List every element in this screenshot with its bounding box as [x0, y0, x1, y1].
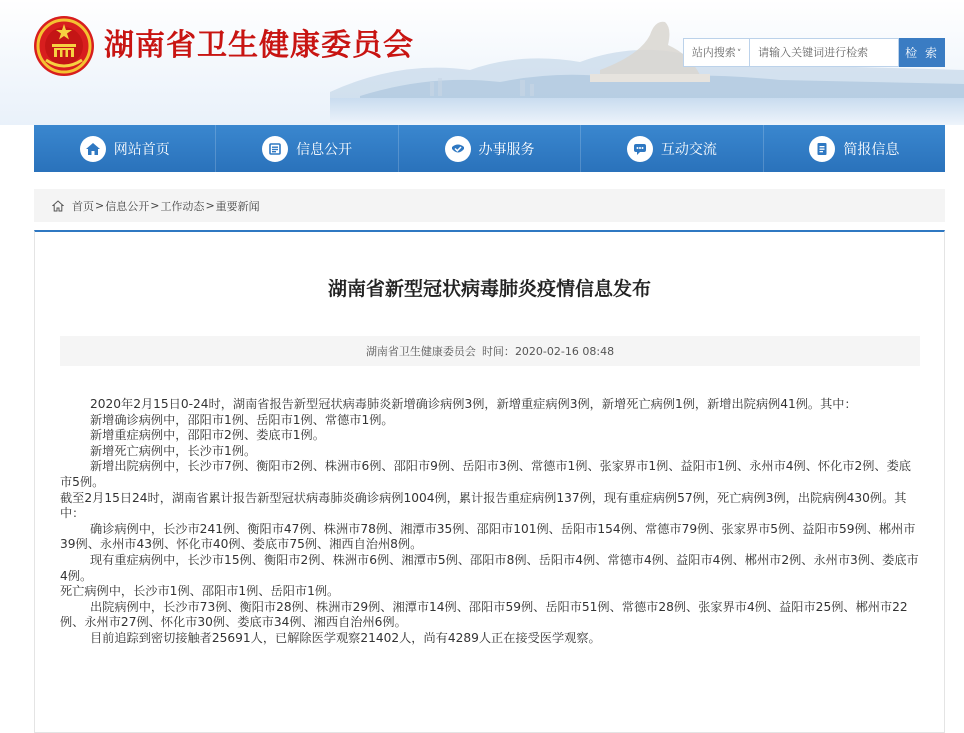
- article-time: 2020-02-16 08:48: [514, 344, 615, 358]
- breadcrumb-separator: >: [95, 199, 105, 212]
- article-paragraph: 出院病例中，长沙市73例、衡阳市28例、株洲市29例、湘潭市14例、邵阳市59例、岳阳市51例、常德市28例、张家界市4例、益阳市25例、郴州市22例、永州市27例、怀化市30例、娄底市34例、湘西自治州6例。: [60, 599, 908, 630]
- breadcrumb-item-work-news[interactable]: 工作动态: [160, 199, 205, 213]
- article-body: [60, 397, 920, 647]
- article-paragraph: 确诊病例中，长沙市241例、衡阳市47例、株洲市78例、湘潭市35例、邵阳市101例、岳阳市154例、常德市79例、张家界市5例、益阳市59例、郴州市39例、永州市43例、怀化市40例、娄底市75例、湘西自治州8例。: [60, 521, 916, 552]
- nav-item-services[interactable]: [399, 125, 581, 172]
- document-icon: [809, 136, 835, 162]
- service-icon: [445, 136, 471, 162]
- list-icon: [262, 136, 288, 162]
- home-icon: [80, 136, 106, 162]
- nav-item-label: 网站首页: [113, 141, 170, 158]
- article-source: 湖南省卫生健康委员会: [365, 345, 476, 358]
- chevron-down-icon: ˅: [736, 49, 742, 59]
- nav-item-info-disclosure[interactable]: [216, 125, 398, 172]
- search-button[interactable]: 检 索: [899, 38, 945, 67]
- article-title: 湖南省新型冠状病毒肺炎疫情信息发布: [327, 278, 651, 300]
- breadcrumb-separator: >: [150, 199, 160, 212]
- article-paragraph: 新增死亡病例中，长沙市1例。: [90, 443, 257, 458]
- breadcrumb-item-home[interactable]: 首页: [72, 199, 94, 213]
- national-emblem-logo: [32, 14, 96, 78]
- article-paragraph: 新增出院病例中，长沙市7例、衡阳市2例、株洲市6例、邵阳市9例、岳阳市3例、常德市1例、张家界市1例、益阳市1例、永州市4例、怀化市2例、娄底市5例。: [60, 459, 911, 489]
- site-title: 湖南省卫生健康委员会: [104, 28, 414, 63]
- breadcrumb-home-icon: [52, 200, 64, 212]
- nav-item-home[interactable]: [34, 125, 216, 172]
- article-time-label: 时间：: [481, 345, 515, 358]
- nav-item-briefing[interactable]: [764, 125, 945, 172]
- article-paragraph: 目前追踪到密切接触者25691人，已解除医学观察21402人，尚有4289人正在接受医学观察。: [90, 630, 601, 645]
- article-paragraph: 死亡病例中，长沙市1例、邵阳市1例、岳阳市1例。: [60, 584, 340, 599]
- main-nav: [34, 125, 945, 172]
- chat-icon: [627, 136, 653, 162]
- nav-item-label: 互动交流: [660, 141, 717, 158]
- site-header: [0, 0, 964, 125]
- article-container: [34, 230, 945, 733]
- breadcrumb-item-important-news[interactable]: 重要新闻: [215, 199, 260, 213]
- search-input[interactable]: [750, 38, 899, 67]
- breadcrumb: [34, 189, 945, 222]
- article-paragraph: 新增确诊病例中，邵阳市1例、岳阳市1例、常德市1例。: [90, 412, 394, 427]
- nav-item-label: 信息公开: [296, 141, 353, 158]
- search-scope-label: 站内搜索: [691, 46, 736, 59]
- article-paragraph: 2020年2月15日0-24时，湖南省报告新型冠状病毒肺炎新增确诊病例3例，新增重症病例3例，新增死亡病例1例，新增出院病例41例。其中：: [90, 397, 857, 411]
- search-scope-dropdown[interactable]: [683, 38, 750, 67]
- site-search: [683, 38, 945, 67]
- article-paragraph: 截至2月15日24时，湖南省累计报告新型冠状病毒肺炎确诊病例1004例，累计报告重症病例137例，现有重症病例57例，死亡病例3例，出院病例430例。其中：: [60, 490, 907, 521]
- nav-item-interaction[interactable]: [581, 125, 763, 172]
- article-paragraph: 新增重症病例中，邵阳市2例、娄底市1例。: [90, 428, 325, 443]
- nav-item-label: 办事服务: [478, 141, 535, 158]
- breadcrumb-separator: >: [205, 199, 215, 212]
- article-paragraph: 现有重症病例中，长沙市15例、衡阳市2例、株洲市6例、湘潭市5例、邵阳市8例、岳阳市4例、常德市4例、益阳市4例、郴州市2例、永州市3例、娄底市4例。: [60, 552, 919, 583]
- breadcrumb-item-info-disclosure[interactable]: 信息公开: [105, 199, 150, 213]
- article-meta: [60, 336, 920, 366]
- nav-item-label: 简报信息: [843, 141, 900, 158]
